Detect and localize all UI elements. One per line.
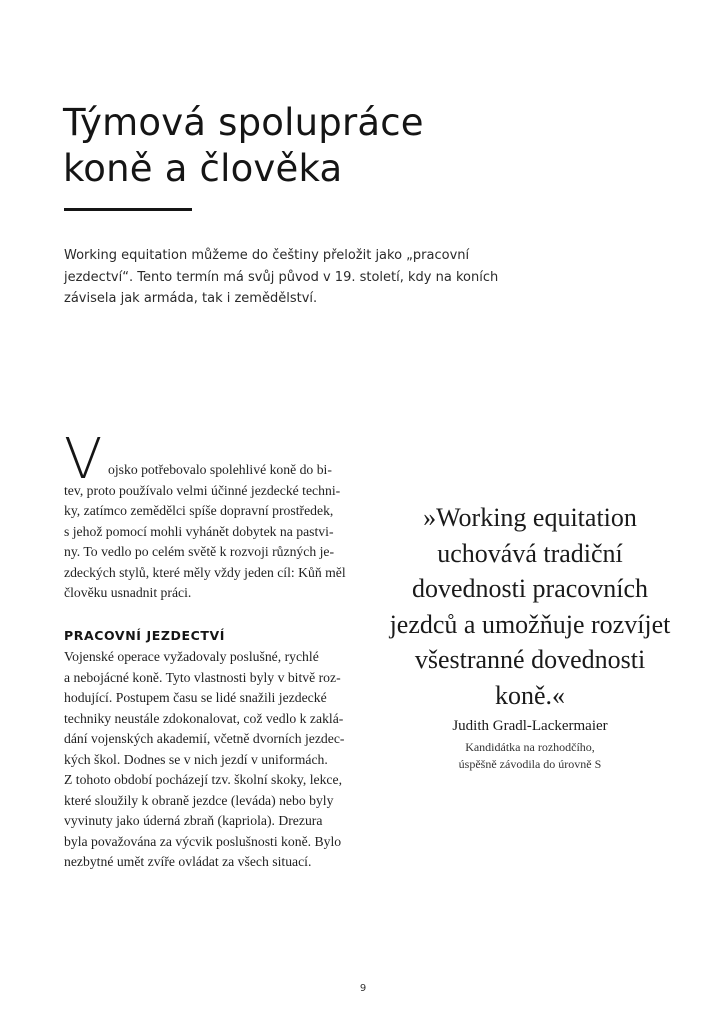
pull-quote [380,500,680,713]
body-paragraph-2 [64,647,364,873]
intro-line: jezdectví“. Tento termín má svůj původ v 19. století, kdy na koních [64,269,499,285]
page-title [63,100,424,192]
body-line: ky, zatímco zemědělci spíše dopravní prostředek, [64,503,334,518]
title-underline-divider [64,208,192,211]
title-line-2: koně a člověka [63,147,343,190]
quote-author: Judith Gradl-Lackermaier [452,718,608,734]
page-number: 9 [359,983,367,994]
body-line: které sloužily k obraně jezdce (leváda) nebo byly [64,792,334,808]
body-line: nezbytné umět zvíře ovládat za všech situací. [64,854,312,869]
body-line: Vojenské operace vyžadovaly poslušné, rychlé [64,649,319,664]
intro-line: Working equitation můžeme do češtiny přeložit jako „pracovní [64,248,470,263]
role-line: úspěšně závodila do úrovně S [458,757,602,771]
quote-line: »Working equitation [423,503,637,532]
quote-line: jezdců a umožňuje rozvíjet [389,609,671,639]
intro-line: závisela jak armáda, tak i zemědělství. [64,291,318,306]
quote-line: všestranné dovednosti [414,645,646,674]
body-line: s jehož pomocí mohli vyhánět dobytek na pastvi- [64,523,334,539]
role-line: Kandidátka na rozhodčího, [465,740,595,754]
quote-line: uchovává tradiční [437,538,623,568]
quote-line: koně.« [494,680,566,710]
body-paragraph-1 [64,460,364,604]
body-line: kých škol. Dodnes se v nich jezdí v uniformách. [64,751,328,767]
intro-paragraph [64,245,504,310]
body-line: hodující. Postupem času se lidé snažili jezdecké [64,690,327,705]
body-line: byla považována za výcvik poslušnosti koně. Bylo [64,833,342,849]
section-heading: PRACOVNÍ JEZDECTVÍ [64,628,226,643]
body-line: Z tohoto období pocházejí tzv. školní skoky, lekce, [64,772,342,787]
title-line-1: Týmová spolupráce [63,101,424,144]
body-line: a nebojácné koně. Tyto vlastnosti byly v bitvě roz- [64,669,341,685]
body-line: vyvinuty jako úderná zbraň (kapriola). Drezura [64,813,323,828]
body-line: člověku usnadnit práci. [64,585,192,600]
body-line: tev, proto používalo velmi účinné jezdecké techni- [64,482,341,498]
body-line: ojsko potřebovalo spolehlivé koně do bi- [108,462,332,477]
body-line: zdeckých stylů, které měly vždy jeden cíl: Kůň měl [64,564,346,580]
body-line: ny. To vedlo po celém světě k rozvoji různých je- [64,544,335,559]
drop-cap: V [64,427,103,492]
body-line: dání vojenských akademií, včetně dvorních jezdec- [64,731,345,746]
body-line: techniky neustále zdokonalovat, což vedlo k zaklá- [64,710,344,726]
quote-author-role [380,739,680,773]
quote-line: dovednosti pracovních [411,574,649,603]
